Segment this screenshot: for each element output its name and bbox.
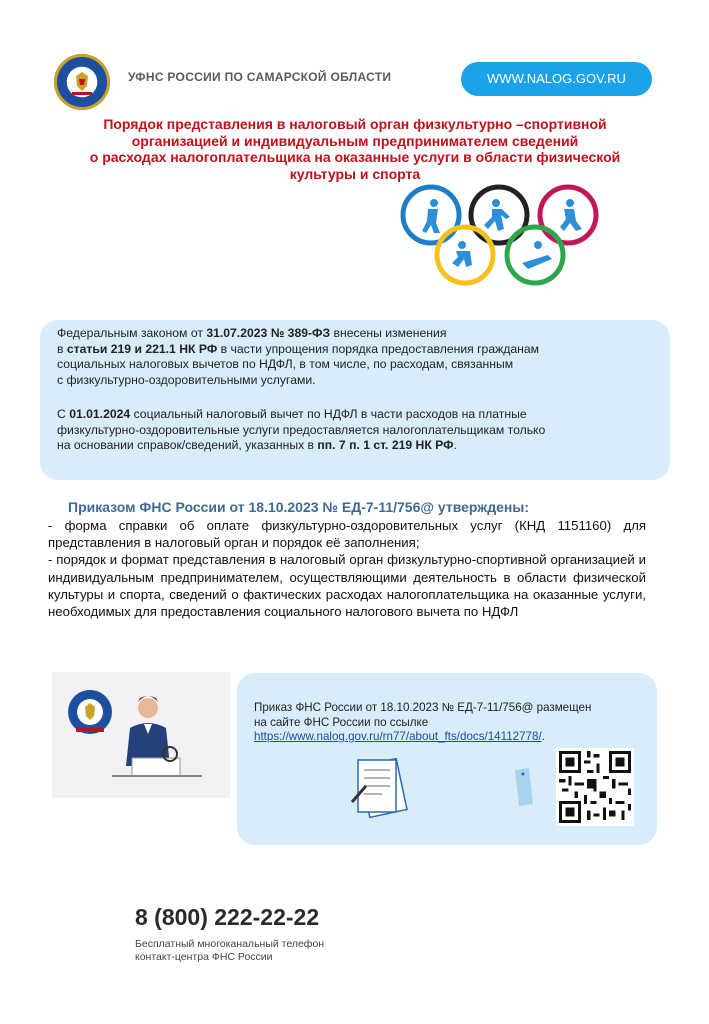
order-item: - форма справки об оплате физкультурно-оздоровительных услуг (КНД 1151160) для представления в налоговый орган и порядок её заполнения; xyxy=(48,518,646,551)
hotline-phone[interactable]: 8 (800) 222-22-22 xyxy=(135,904,320,930)
law-paragraph-2 xyxy=(57,407,657,454)
text: с физкультурно-оздоровительными услугами. xyxy=(57,372,316,387)
text: . xyxy=(541,730,545,744)
inspector-illustration xyxy=(52,672,230,798)
law-paragraph-1 xyxy=(57,326,617,388)
order-item: - порядок и формат представления в налоговый орган физкультурно-спортивной организацией и индивидуальным предпринимателем, осуществляющими деятельность в области физической культуры и спорта, сведений о фактических расходах налогоплательщика на оказанные услуги, необходимых для предоставления социального налогового вычета по НДФЛ xyxy=(48,552,646,620)
title-line: о расходах налогоплательщика на оказанные услуги в области физической xyxy=(89,149,621,165)
website-badge[interactable]: WWW.NALOG.GOV.RU xyxy=(461,62,652,96)
title-line: культуры и спорта xyxy=(289,165,421,182)
text: С xyxy=(57,407,70,421)
effective-date: 01.01.2024 xyxy=(69,407,131,421)
hotline-note-line: Бесплатный многоканальный телефон xyxy=(135,938,325,950)
law-reference: пп. 7 п. 1 ст. 219 НК РФ xyxy=(317,438,454,452)
phone-icon xyxy=(511,768,535,808)
text: Федеральным законом от xyxy=(57,326,207,340)
text: физкультурно-оздоровительные услуги предоставляется налогоплательщикам только xyxy=(57,422,546,437)
hotline-note xyxy=(135,938,324,964)
law-articles: статьи 219 и 221.1 НК РФ xyxy=(66,341,218,356)
law-info-box xyxy=(40,320,670,480)
link-box-line: Приказ ФНС России от 18.10.2023 № ЕД-7-11/756@ размещен xyxy=(254,701,592,714)
title-line: организацией и индивидуальным предпринимателем сведений xyxy=(131,132,579,149)
text: социальных налоговых вычетов по НДФЛ, в том числе, по расходам, связанным xyxy=(57,357,514,371)
qr-code-icon[interactable] xyxy=(556,748,634,826)
link-box-text xyxy=(254,701,644,745)
text: на основании справок/сведений, указанных в xyxy=(57,438,318,452)
text: в xyxy=(57,341,67,356)
document-icon xyxy=(350,752,414,822)
law-number: 31.07.2023 № 389-ФЗ xyxy=(206,326,331,340)
sport-rings-illustration xyxy=(398,183,602,289)
text: внесены изменения xyxy=(330,326,447,340)
order-list xyxy=(48,517,646,620)
fns-logo xyxy=(54,54,110,110)
hotline-note-line: контакт-центра ФНС России xyxy=(135,951,273,963)
title-line: Порядок представления в налоговый орган физкультурно –спортивной xyxy=(103,116,607,132)
text: в части упрощения порядка предоставления гражданам xyxy=(217,341,540,356)
order-heading: Приказом ФНС России от 18.10.2023 № ЕД-7-11/756@ утверждены: xyxy=(68,499,529,515)
text: . xyxy=(453,438,457,452)
organization-name: УФНС РОССИИ ПО САМАРСКОЙ ОБЛАСТИ xyxy=(128,70,392,84)
link-box-line: на сайте ФНС России по ссылке xyxy=(254,715,429,729)
page-title xyxy=(60,116,650,182)
text: социальный налоговый вычет по НДФЛ в части расходов на платные xyxy=(130,407,527,421)
order-link[interactable]: https://www.nalog.gov.ru/rn77/about_fts/docs/14112778/ xyxy=(254,730,542,744)
